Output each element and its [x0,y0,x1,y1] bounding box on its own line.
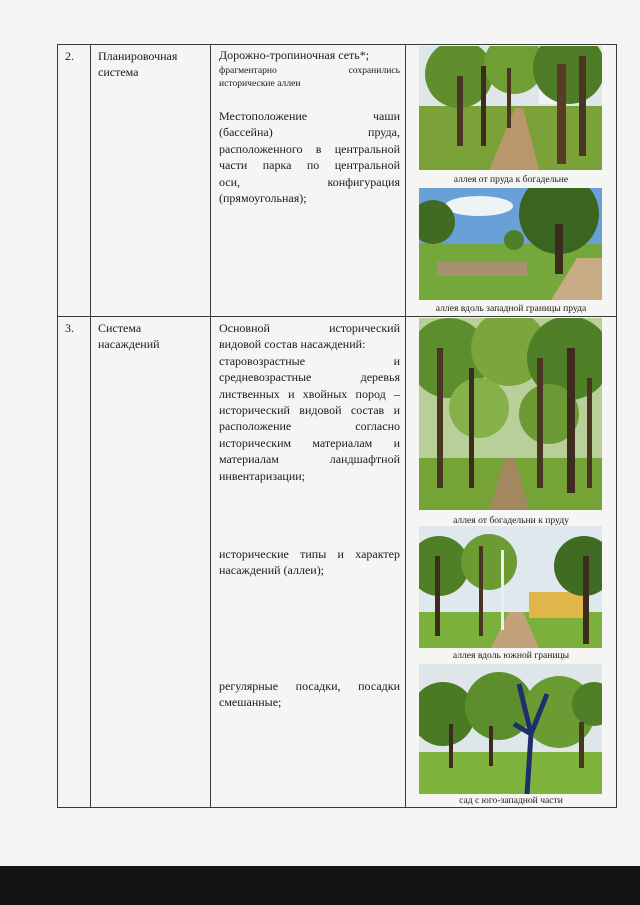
description-line: смешанные; [219,695,282,710]
row-title [98,320,208,353]
description-line: историческим материалам и [219,435,400,450]
table-border-bottom [57,807,617,808]
column-divider [90,44,91,808]
description-block [219,546,400,579]
description-line: расположенного в центральной [219,141,400,156]
south-alley-photo [419,526,602,648]
table-border-right [616,44,617,808]
description-line: регулярные посадки, посадки [219,679,400,693]
description-line: инвентаризации; [219,468,305,483]
description-block [219,678,400,711]
description-line: исторические типы и характер [219,547,400,561]
photo-caption: аллея вдоль западной границы пруда [435,303,587,314]
garden-photo [419,664,602,794]
description-line: фрагментарно сохранились [219,65,400,76]
description-line: расположение согласно [219,419,400,434]
photo-caption: аллея вдоль южной границы [452,650,570,661]
description-line: видовой состав насаждений: [219,337,366,352]
description-line: исторические аллеи [219,78,301,89]
row-number: 2. [65,49,74,63]
column-divider [405,44,406,808]
row-title-line: система [98,65,139,80]
description-line: (бассейна) пруда, [219,125,400,140]
row-title-line: Система [98,321,142,335]
column-divider [210,44,211,808]
description-note [219,64,400,90]
description-line: оси, конфигурация [219,174,400,189]
row-title-line: насаждений [98,337,160,352]
row-title [98,48,208,81]
row-divider [57,316,617,317]
description-line: лиственных и хвойных пород – [219,386,400,401]
alley-photo [419,318,602,510]
description-line: части парка по центральной [219,158,400,173]
table-border-left [57,44,58,808]
description-line: материалам ландшафтной [219,452,400,467]
description-line: Местоположение чаши [219,109,400,123]
description-line: исторический видовой состав и [219,403,400,418]
description-line: (прямоугольная); [219,191,307,206]
row-number: 3. [65,321,74,335]
photo-caption: аллея от богадельни к пруду [453,515,569,526]
row-title-line: Планировочная [98,49,178,63]
description-block [219,108,400,206]
description-line: средневозрастные деревья [219,370,400,385]
description-line: старовозрастные и [219,353,400,368]
photo-caption: аллея от пруда к богадельне [453,174,569,185]
table-border-top [57,44,617,45]
park-alley-photo [419,46,602,170]
heritage-table [57,44,617,808]
description-heading: Дорожно-тропиночная сеть*; [219,48,370,62]
scan-border [0,866,640,905]
pond-photo [419,188,602,300]
photo-caption: сад с юго-западной части [459,795,563,806]
description-line: Основной исторический [219,321,400,335]
description-line: насаждений (аллеи); [219,563,325,578]
description-block [219,320,400,484]
